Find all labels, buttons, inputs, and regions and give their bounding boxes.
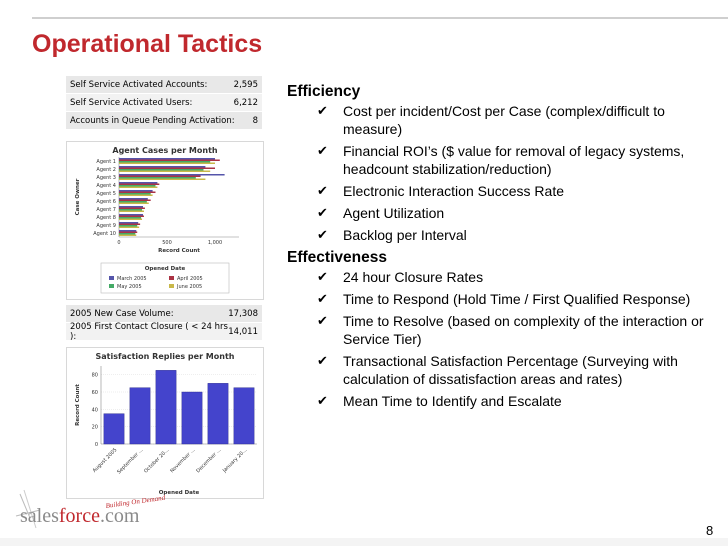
top-rule <box>32 17 728 19</box>
account-stats-table <box>66 76 262 130</box>
bullet-item <box>317 312 707 348</box>
checkmark-icon: ✔ <box>317 183 328 198</box>
effectiveness-list <box>287 268 707 410</box>
bullet-item <box>317 142 707 178</box>
bar <box>119 192 155 194</box>
bar <box>119 158 215 160</box>
bullet-item <box>317 204 707 222</box>
bullet-item <box>317 290 707 308</box>
bar <box>130 388 150 444</box>
y-tick-label: Agent 2 <box>96 167 116 173</box>
y-tick-label: Agent 7 <box>96 207 116 213</box>
salesforce-logo <box>14 488 184 534</box>
y-tick-label: Agent 4 <box>96 183 116 189</box>
legend-title: Opened Date <box>144 266 186 272</box>
stat-label: 2005 First Contact Closure ( < 24 hrs ): <box>70 321 228 342</box>
y-tick-label: Agent 10 <box>93 231 116 237</box>
bar <box>119 187 157 189</box>
footer-bar <box>0 538 728 546</box>
chart-title: Satisfaction Replies per Month <box>95 352 235 361</box>
page-number: 8 <box>706 523 714 538</box>
bar <box>119 230 136 232</box>
x-tick-label: October 20... <box>143 447 171 475</box>
bar <box>119 184 159 186</box>
legend-label: May 2005 <box>117 284 142 290</box>
satisfaction-chart-panel <box>66 347 264 499</box>
checkmark-icon: ✔ <box>317 227 328 242</box>
bar <box>119 214 143 216</box>
bar <box>119 182 157 184</box>
stat-label: Self Service Activated Users: <box>70 97 193 108</box>
checkmark-icon: ✔ <box>317 205 328 220</box>
agent-cases-chart <box>67 142 263 299</box>
bullet-item <box>317 226 707 244</box>
bar <box>119 206 143 208</box>
bullet-item <box>317 392 707 410</box>
x-tick-label: September ... <box>116 447 145 476</box>
bullet-text: Electronic Interaction Success Rate <box>343 183 564 199</box>
bar <box>119 233 135 235</box>
bullet-text: Mean Time to Identify and Escalate <box>343 393 562 409</box>
bullet-text: Transactional Satisfaction Percentage (Surveying with calculation of dissatisfaction areas and rates) <box>343 353 678 387</box>
stat-row <box>66 323 262 341</box>
x-tick-label: 500 <box>162 240 172 246</box>
bar <box>119 174 225 176</box>
bar <box>119 222 138 224</box>
y-axis-label: Case Owner <box>75 178 81 216</box>
bullet-text: Agent Utilization <box>343 205 445 221</box>
x-tick-label: December ... <box>195 447 223 475</box>
bar <box>182 392 202 444</box>
stat-label: Self Service Activated Accounts: <box>70 79 208 90</box>
bullet-item <box>317 268 707 286</box>
x-tick-label: November ... <box>169 447 197 475</box>
legend-swatch <box>109 276 114 280</box>
x-tick-label: January 20... <box>221 447 249 474</box>
legend-swatch <box>109 284 114 288</box>
checkmark-icon: ✔ <box>317 291 328 306</box>
y-tick-label: 40 <box>91 407 98 414</box>
effectiveness-heading: Effectiveness <box>287 249 387 266</box>
bullet-text: Backlog per Interval <box>343 227 467 243</box>
y-tick-label: 80 <box>91 372 98 379</box>
bar <box>208 383 228 444</box>
legend-swatch <box>169 284 174 288</box>
case-volume-stats-table <box>66 305 262 341</box>
stat-value: 17,308 <box>228 308 258 319</box>
stat-label: 2005 New Case Volume: <box>70 308 174 319</box>
stat-label: Accounts in Queue Pending Activation: <box>70 115 235 126</box>
slide-title: Operational Tactics <box>32 30 263 58</box>
x-axis-label: Opened Date <box>158 490 200 496</box>
bar <box>119 217 141 219</box>
stat-value: 14,011 <box>228 326 258 337</box>
bar <box>119 176 201 178</box>
bar <box>119 169 203 171</box>
x-tick-label: 1,000 <box>207 240 223 246</box>
bar <box>156 370 176 444</box>
bar <box>119 209 142 211</box>
tactics-list <box>287 82 707 414</box>
efficiency-heading: Efficiency <box>287 83 361 100</box>
y-tick-label: Agent 5 <box>96 191 116 197</box>
checkmark-icon: ✔ <box>317 103 328 118</box>
x-axis-label: Record Count <box>158 248 200 254</box>
stat-row <box>66 305 262 323</box>
x-tick-label: August 2005 <box>91 447 119 474</box>
bar <box>119 211 144 213</box>
y-tick-label: 20 <box>91 424 98 431</box>
bar <box>119 235 136 237</box>
bar <box>119 208 145 210</box>
bullet-text: Cost per incident/Cost per Case (complex/difficult to measure) <box>343 103 665 137</box>
agent-cases-chart-panel <box>66 141 264 300</box>
bar <box>119 227 139 229</box>
efficiency-list <box>287 102 707 244</box>
bullet-text: 24 hour Closure Rates <box>343 269 484 285</box>
bar <box>119 161 210 163</box>
stat-value: 2,595 <box>233 79 258 90</box>
x-tick-label: 0 <box>117 240 121 246</box>
bar <box>119 232 137 234</box>
y-axis-label: Record Count <box>75 384 81 426</box>
bar <box>119 216 144 218</box>
bullet-text: Time to Respond (Hold Time / First Qualified Response) <box>343 291 691 307</box>
checkmark-icon: ✔ <box>317 143 328 158</box>
bar <box>104 414 124 444</box>
bullet-text: Time to Resolve (based on complexity of the interaction or Service Tier) <box>343 313 704 347</box>
y-tick-label: Agent 6 <box>96 199 116 205</box>
checkmark-icon: ✔ <box>317 353 328 368</box>
legend-swatch <box>169 276 174 280</box>
bar <box>119 168 215 170</box>
y-tick-label: Agent 8 <box>96 215 116 221</box>
bar <box>119 190 153 192</box>
legend-label: April 2005 <box>177 276 203 282</box>
bar <box>119 198 148 200</box>
bar <box>119 166 205 168</box>
bar <box>119 203 149 205</box>
bullet-item <box>317 102 707 138</box>
y-tick-label: Agent 9 <box>96 223 116 229</box>
bar <box>119 171 210 173</box>
legend-label: March 2005 <box>117 276 147 282</box>
bar <box>234 388 254 444</box>
bar <box>119 160 220 162</box>
y-tick-label: 0 <box>94 442 98 448</box>
stat-value: 6,212 <box>233 97 258 108</box>
checkmark-icon: ✔ <box>317 313 328 328</box>
checkmark-icon: ✔ <box>317 269 328 284</box>
bar <box>119 200 151 202</box>
satisfaction-chart <box>67 348 263 498</box>
bar <box>119 163 215 165</box>
bullet-item <box>317 182 707 200</box>
checkmark-icon: ✔ <box>317 393 328 408</box>
svg-text:Building On Demand: Building On Demand <box>105 493 166 510</box>
chart-title: Agent Cases per Month <box>112 146 218 155</box>
bar <box>119 224 140 226</box>
bar <box>119 225 137 227</box>
bar <box>119 179 205 181</box>
legend-label: June 2005 <box>177 284 203 290</box>
stat-row <box>66 112 262 130</box>
svg-text:salesforce.com: salesforce.com <box>20 505 140 527</box>
bar <box>119 201 147 203</box>
bullet-item <box>317 352 707 388</box>
bar <box>119 193 151 195</box>
stat-value: 8 <box>252 115 258 126</box>
y-tick-label: Agent 1 <box>96 159 116 165</box>
bar <box>119 195 153 197</box>
y-tick-label: 60 <box>91 390 98 396</box>
bar <box>119 185 155 187</box>
bar <box>119 177 196 179</box>
stat-row <box>66 94 262 112</box>
y-tick-label: Agent 3 <box>96 175 116 181</box>
bar <box>119 219 142 221</box>
stat-row <box>66 76 262 94</box>
bullet-text: Financial ROI’s ($ value for removal of legacy systems, headcount stabilization/reduction) <box>343 143 685 177</box>
